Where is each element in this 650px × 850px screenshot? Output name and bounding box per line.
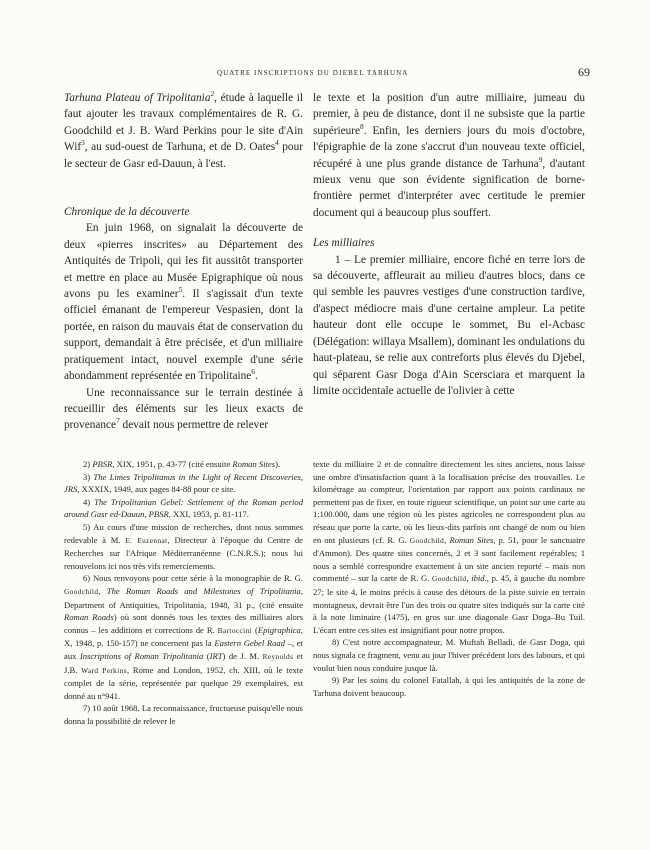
- footnote-8: 8) C'est notre accompagnateur, M. Muftah Belladi, de Gasr Doga, qui nous signala ce fragment, venu au jour l'hiver précédent lors des labours, et qui voulut bien nous conduire jusque là.: [313, 637, 585, 673]
- paragraph-reconnaissance: Une reconnaissance sur le terrain destinée à recueillir des éléments sur les lieux exacts de provenance$^7$ devait nous permettre de relever: [64, 386, 303, 432]
- paragraph-discovery: En juin 1968, on signalait la découverte de deux «pierres inscrites» au Département des Antiquités de Tripoli, qui les fit aussitôt transporter et mettre en place au Musée Epigraphique où nous avons pu les examiner$^5$. Il s'agissait d'un texte officiel émanant de l'empereur Vespasien, dont la portée, en raison du mauvais état de conservation du support, demandait à être précisée, et d'un milliaire pratiquement intact, nouvel exemple d'une série abondamment représentée en Tripolitaine$^6$.: [64, 222, 304, 383]
- paragraph-second-milestone: le texte et la position d'un autre milliaire, jumeau du premier, à peu de distance, dont il ne subsiste que la partie supérieure$^8$. Enfin, les derniers jours du mois d'octobre, l'épigraphie de la zone s'accrut d'un nouveau texte officiel, récupéré à une plus grande distance de Tarhuna$^9$, d'autant mieux venu que son évidente signification de borne-frontière permet d'interpréter avec certitude le premier document qui a beaucoup plus souffert.: [313, 92, 586, 219]
- footnote-9: 9) Par les soins du colonel Fatallah, à qui les antiquités de la zone de Tarhuna doivent beaucoup.: [313, 675, 585, 698]
- section-heading-milliaires: Les milliaires: [313, 237, 375, 250]
- page-number: 69: [578, 65, 590, 79]
- paragraph-intro-continued: Tarhuna Plateau of Tripolitania$^2$, étude à laquelle il faut ajouter les travaux complémentaires de R. G. Goodchild et J. B. Ward Perkins pour le site d'Ain Wif$^3$, au sud-ouest de Tarhuna, et de D. Oates$^4$ pour le secteur de Gasr ed-Dauun, à l'est.: [64, 89, 303, 170]
- spacer: [313, 221, 585, 235]
- right-column: [313, 90, 585, 399]
- paragraph-first-milestone: 1 – Le premier milliaire, encore fiché en terre lors de sa découverte, affleurait au milieu d'autres blocs, dans ce qui semble les pauvres vestiges d'une construction tardive, d'aspect médiocre mais d'une certaine ampleur. La petite hauteur dont elle occupe le sommet, Bu el-Acbasc (Délégation: willaya Msallem), dominant les ondulations du haut-plateau, se relie aux contreforts plus élevés du Djebel, qui séparent Gasr Doga d'Ain Scersciara et marquent la limite occidentale actuelle de l'olivier à cette: [313, 253, 586, 397]
- footnote-3: 3) The Limes Tripolitanus in the Light of Recent Discoveries, JRS, XXXIX, 1949, aux pages 84-88 pour ce site.: [64, 471, 304, 495]
- section-heading-chronique: Chronique de la découverte: [64, 206, 190, 219]
- left-column: [64, 90, 303, 434]
- running-title: QUATRE INSCRIPTIONS DU DJEBEL TARHUNA: [217, 69, 409, 77]
- footnote-6: 6) Nous renvoyons pour cette série à la monographie de R. G. Goodchild, The Roman Roads and Milestones of Tripolitania, Department of Antiquities, Tripolitania, 1948, 31 p., (cité ensuite Roman Roads) où sont donnés tous les textes des milliaires alors connus – les additions et corrections de R. Bartoccini (Epigraphica, X, 1948, p. 150-157) ne concernent pas la Eastern Gebel Road –, et aux Inscriptions of Roman Tripolitania (IRT) de J. M. Reynolds et J.B. Ward Perkins, Rome and London, 1952, ch. XIII, où le texte complet de la série, représentée par quelque 29 exemplaires, est donné au n°941.: [64, 573, 304, 701]
- footnote-2: 2) PBSR, XIX, 1951, p. 43-77 (cité ensuite Roman Sites).: [83, 459, 281, 469]
- footnotes-left: [64, 458, 303, 727]
- spacer: [64, 172, 303, 204]
- running-header: [217, 66, 590, 80]
- footnote-7: 7) 10 août 1968. La reconnaissance, fructueuse puisqu'elle nous donna la possibilité de relever le: [64, 703, 303, 726]
- footnote-4: 4) The Tripolitanian Gebel: Settlement of the Roman period around Gasr ed-Dauun, PBSR, XXI, 1953, p. 81-117.: [64, 496, 303, 520]
- footnotes-right: [313, 458, 585, 699]
- footnote-7-continued: texte du milliaire 2 et de connaître directement les sites anciens, nous laisse une ombre d'insatisfaction quant à la localisation précise des trouvailles. Le kilométrage au compteur, l'orientation par rapport aux points cardinaux ne permettent pas de fixer, en toute rigueur scientifique, un point sur une carte au 1:100.000, dans une région où les pistes agricoles ne correspondent plus au réseau que porte la carte, où les lieux-dits parfois ont changé de nom ou bien en ont plusieurs (cf. R. G. Goodchild, Roman Sites, p. 51, pour le sanctuaire d'Ammon). Des quatre sites concernés, 2 et 3 sont facilement repérables; 1 nous a semblé correspondre exactement à un site ancien reporté – mais non commenté – sur la carte de R. G. Goodchild, ibid., p. 45, à gauche du nombre 27; le site 4, le moins précis à cause des détours de la piste suivie en terrain montagneux, devrait être l'un des trois ou quatre sites indiqués sur la carte cité à la note liminaire (1475), en gros sur une diagonale Gasr Doga–Bu Tuil. L'écart entre ces sites est insignifiant pour notre propos.: [313, 459, 586, 635]
- footnote-5: 5) Au cours d'une mission de recherches, dont nous sommes redevable à M. E. Euzennat, Directeur à l'époque du Centre de Recherches sur l'Afrique Méditerranéenne (C.N.R.S.); nous lui renouvelons ici nos très vifs remerciements.: [64, 521, 303, 571]
